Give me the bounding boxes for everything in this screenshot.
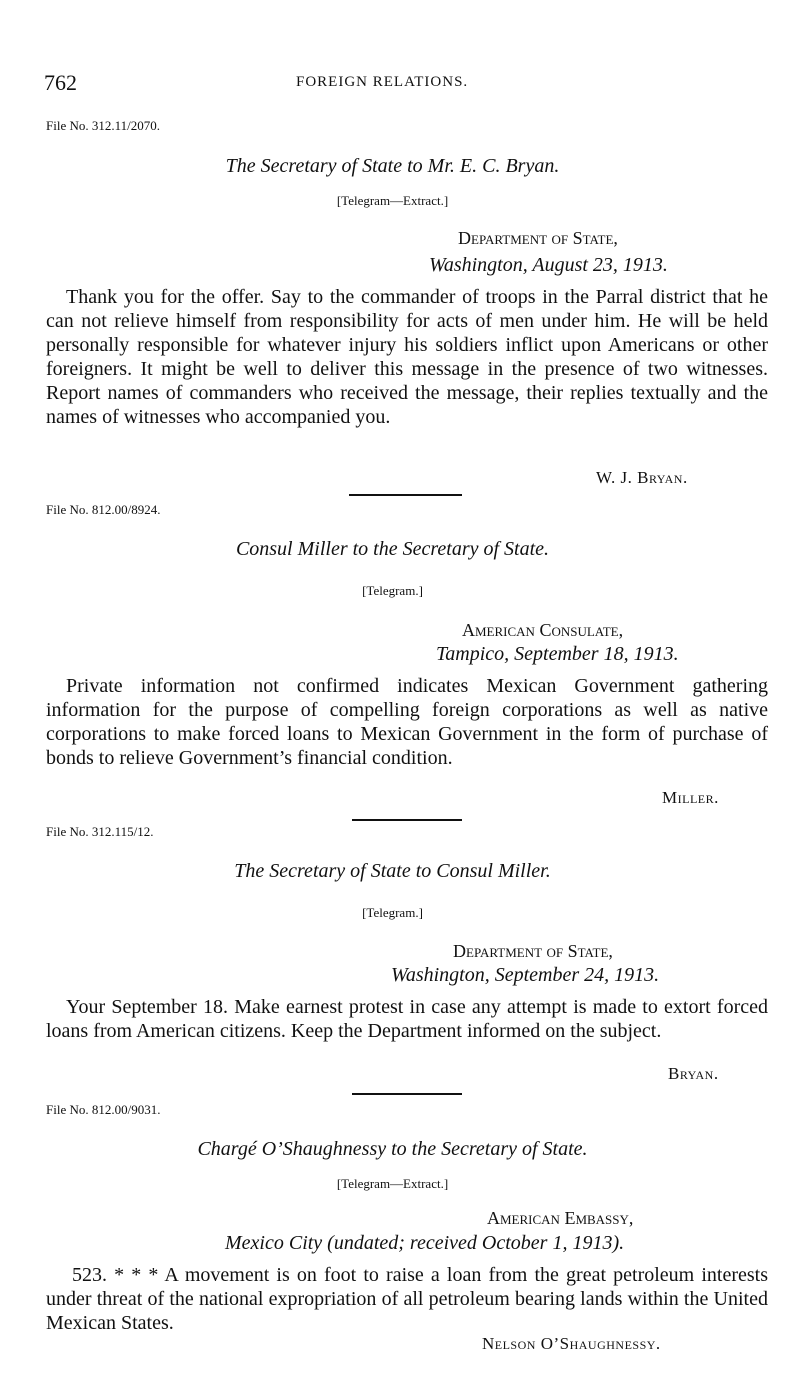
message-body: Thank you for the offer. Say to the commander of troops in the Parral district that he can not relieve himself from responsibility for acts of men under him. He will be held personally responsible for whatever injury his soldiers inflict upon Americans or other foreigners. It might be well to deliver this message in the presence of two witnesses. Report names of commanders who received the message, their replies textually and the names of witnesses who accompanied you. <box>46 286 768 428</box>
section-divider <box>349 494 462 496</box>
file-number: File No. 812.00/9031. <box>46 1102 161 1117</box>
page-header <box>44 70 764 100</box>
document-title: Chargé O’Shaughnessy to the Secretary of State. <box>197 1138 588 1160</box>
section-divider <box>352 819 462 821</box>
telegram-tag: [Telegram—Extract.] <box>336 1176 449 1191</box>
message-body: Your September 18. Make earnest protest in case any attempt is made to extort forced loans from American citizens. Keep the Department informed on the subject. <box>46 996 768 1042</box>
file-number: File No. 312.11/2070. <box>46 118 160 133</box>
page-number: 762 <box>44 70 77 95</box>
signature: Bryan. <box>668 1064 719 1083</box>
file-number: File No. 812.00/8924. <box>46 502 161 517</box>
file-number: File No. 312.115/12. <box>46 824 154 839</box>
office-line: Department of State, <box>458 228 618 248</box>
document-title: The Secretary of State to Mr. E. C. Bryan. <box>225 155 560 177</box>
signature: Miller. <box>662 788 719 807</box>
signature: Nelson O’Shaughnessy. <box>482 1334 661 1353</box>
document-title: Consul Miller to the Secretary of State. <box>235 538 550 560</box>
place-date: Tampico, September 18, 1913. <box>436 643 679 665</box>
signature: W. J. Bryan. <box>596 468 688 487</box>
telegram-tag: [Telegram.] <box>362 583 423 598</box>
place-date: Washington, August 23, 1913. <box>429 254 668 276</box>
place-date: Mexico City (undated; received October 1, 1913). <box>225 1232 625 1254</box>
telegram-tag: [Telegram.] <box>362 905 423 920</box>
running-title: FOREIGN RELATIONS. <box>296 74 469 90</box>
message-body: Private information not confirmed indicates Mexican Government gathering information for the purpose of compelling foreign corporations as well as native corporations to make forced loans to Mexican Government in the form of purchase of bonds to relieve Government’s financial condition. <box>46 675 768 769</box>
document-title: The Secretary of State to Consul Miller. <box>234 860 551 882</box>
office-line: American Embassy, <box>487 1208 634 1228</box>
telegram-tag: [Telegram—Extract.] <box>336 193 449 208</box>
message-body: 523. * * * A movement is on foot to raise a loan from the great petroleum interests under threat of the national expropriation of all petroleum bearing lands within the United Mexican States. <box>46 1264 768 1334</box>
office-line: American Consulate, <box>462 620 624 640</box>
section-divider <box>352 1093 462 1095</box>
place-date: Washington, September 24, 1913. <box>391 964 660 986</box>
office-line: Department of State, <box>453 941 613 961</box>
